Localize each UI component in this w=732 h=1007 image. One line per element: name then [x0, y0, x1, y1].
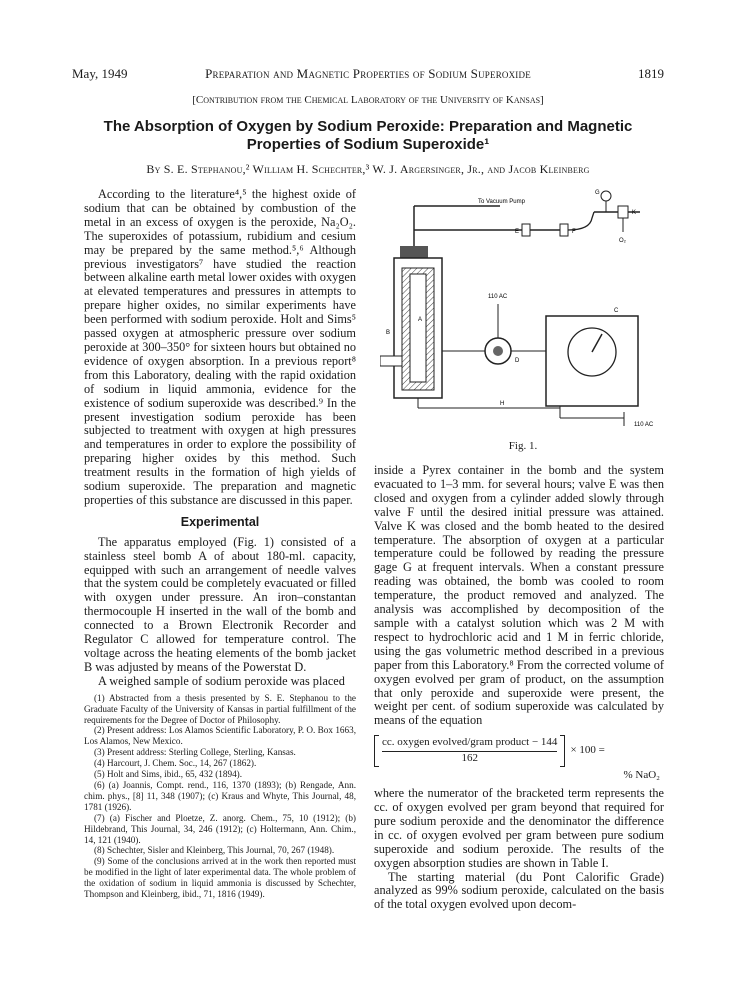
apparatus-figure [380, 186, 666, 434]
label-c: C [614, 308, 619, 314]
header-running-title: Preparation and Magnetic Properties of Sodium Superoxide [205, 66, 531, 81]
vacuum-label: To Vacuum Pump [478, 199, 525, 205]
equation [374, 735, 664, 767]
label-a: A [418, 317, 423, 323]
section-heading: Experimental [180, 514, 260, 529]
label-e: E [515, 229, 520, 235]
footnote: (1) Abstracted from a thesis presented by S. E. Stephanou to the Graduate Faculty of the University of Kansas in partial fulfillment of the requirements for the Degree of Doctor of Philosophy. [84, 692, 356, 725]
footnote: (3) Present address: Sterling College, Sterling, Kansas. [94, 747, 296, 758]
valve-f [560, 224, 568, 236]
label-o2: O₂ [619, 238, 626, 244]
valve-e [522, 224, 530, 236]
label-g: G [595, 190, 600, 196]
right-paragraph-2: where the numerator of the bracketed term represents the cc. of oxygen evolved per gram beyond that required for pure sodium peroxide and the denominator the difference in cc. of oxygen evolved per gram between pure sodium superoxide and sodium peroxide. The results of the oxygen absorption studies are shown in Table I. [374, 786, 664, 870]
intro-paragraph: According to the literature⁴,⁵ the highest oxide of sodium that can be obtained by combustion of the metal in an excess of oxygen is the peroxide, Na₂O₂. The superoxides of potassium, rubidium and cesium may be prepared by the same method.⁵,⁶ Although previous investigators⁷ have studied the reaction between alkaline earth metal lower oxides with oxygen at elevated temperatures and pressures in attempts to prepare higher oxides, no similar experiments have been performed with sodium peroxide. Holt and Sims⁵ passed oxygen at atmospheric pressure over sodium peroxide at 300–350° for sixteen hours but obtained no evidence of oxygen absorption. In a previous report⁸ from this Laboratory, dealing with the rapid oxidation of sodium in liquid ammonia, evidence for the existence of sodium superoxide was described.⁹ In the present investigation sodium peroxide has been subjected to treatment with oxygen at high pressures and temperatures in order to explore the possibility of preparing higher oxides by this method. Such treatment results in the formation of high yields of sodium superoxide. The preparation and magnetic properties of this substance are discussed in this paper. [84, 187, 356, 507]
header-date: May, 1949 [72, 66, 128, 81]
gauge-g [601, 191, 611, 201]
footnote: (7) (a) Fischer and Ploetze, Z. anorg. Chem., 75, 10 (1912); (b) Hildebrand, This Journal, 34, 246 (1912); (c) Holtermann, Ann. Chim., 14, 121 (1940). [84, 812, 356, 845]
label-h: H [500, 401, 505, 407]
footnote: (6) (a) Joannis, Compt. rend., 116, 1370 (1893); (b) Rengade, Ann. chim. phys., [8] 11, 348 (1907); (c) Kraus and Whyte, This Journal, 48, 1781 (1926). [84, 779, 356, 812]
contribution-line: [Contribution from the Chemical Laboratory of the University of Kansas] [192, 94, 544, 106]
right-paragraph-3: The starting material (du Pont Calorific Grade) analyzed as 99% sodium peroxide, calculated on the basis of the total oxygen evolved upon decom- [374, 869, 664, 912]
header-page-number: 1819 [638, 66, 664, 81]
footnote: (8) Schechter, Sisler and Kleinberg, This Journal, 70, 267 (1948). [94, 845, 335, 856]
bomb-cap [400, 246, 428, 258]
experimental-paragraph-1: The apparatus employed (Fig. 1) consisted of a stainless steel bomb A of about 180-ml. capacity, equipped with such an arrangement of needle valves that the system could be completely evacuated or filled with oxygen under pressure. An iron–constantan thermocouple H inserted in the wall of the bomb and connected to a Brown Electronik Recorder and Regulator C allowed for temperature control. The voltage across the heating elements of the bomb jacket B was adjusted by means of the Powerstat D. [84, 534, 356, 674]
article-title: The Absorption of Oxygen by Sodium Peroxide: Preparation and Magnetic Properties of Sodium Superoxide¹ [103, 118, 633, 153]
footnote: (9) Some of the conclusions arrived at in the work then reported must be modified in the light of later experimental data. The whole problem of the oxidation of sodium in liquid ammonia is discussed by Schechter, Thompson and Kleinberg, ibid., 71, 1816 (1949). [84, 856, 356, 900]
author-line: By S. E. Stephanou,² William H. Schechter,³ W. J. Argersinger, Jr., and Jacob Kleinberg [146, 162, 590, 176]
footnote: (2) Present address: Los Alamos Scientific Laboratory, P. O. Box 1663, Los Alamos, New Mexico. [84, 725, 356, 747]
right-column [374, 464, 664, 912]
label-f: F [572, 229, 576, 235]
left-column [84, 188, 356, 900]
label-ac2: 110 AC [634, 422, 654, 428]
label-b: B [386, 330, 391, 336]
figure-caption: Fig. 1. [508, 440, 538, 452]
experimental-paragraph-2: A weighed sample of sodium peroxide was placed [98, 673, 345, 688]
bracket-right [560, 735, 565, 767]
equation-fraction [379, 736, 560, 766]
label-k: K [632, 210, 637, 216]
equation-result: % NaO₂ [623, 769, 660, 782]
running-header [72, 66, 664, 82]
equation-multiplier: × 100 = [570, 744, 605, 757]
footnote: (4) Harcourt, J. Chem. Soc., 14, 267 (1862). [94, 758, 257, 769]
valve-k [618, 206, 628, 218]
equation-denominator: 162 [461, 752, 478, 765]
footnotes [84, 693, 356, 900]
equation-numerator: cc. oxygen evolved/gram product − 144 [382, 736, 557, 752]
label-ac1: 110 AC [488, 294, 508, 300]
label-d: D [515, 358, 520, 364]
right-paragraph-1: inside a Pyrex container in the bomb and the system evacuated to 1–3 mm. for several hours; valve E was then closed and oxygen from a cylinder added slowly through valve F until the desired initial pressure was attained. Valve K was closed and the bomb heated to the desired temperature. The absorption of oxygen at a particular temperature could be followed by reading the pressure gage G at frequent intervals. When a constant pressure reading was obtained, the bomb was cooled to room temperature, the product removed and analyzed. The analysis was accomplished by decomposition of the sample with a catalyst solution which was 2 M with respect to hydrochloric acid and 1 M in ferric chloride, using the gas volumetric method described in a previous paper from this Laboratory.⁸ From the corrected volume of oxygen evolved per gram of product, on the assumption that only peroxide and superoxide were present, the weight per cent. of sodium superoxide was calculated by means of the equation [374, 463, 664, 728]
footnote: (5) Holt and Sims, ibid., 65, 432 (1894). [94, 769, 243, 780]
